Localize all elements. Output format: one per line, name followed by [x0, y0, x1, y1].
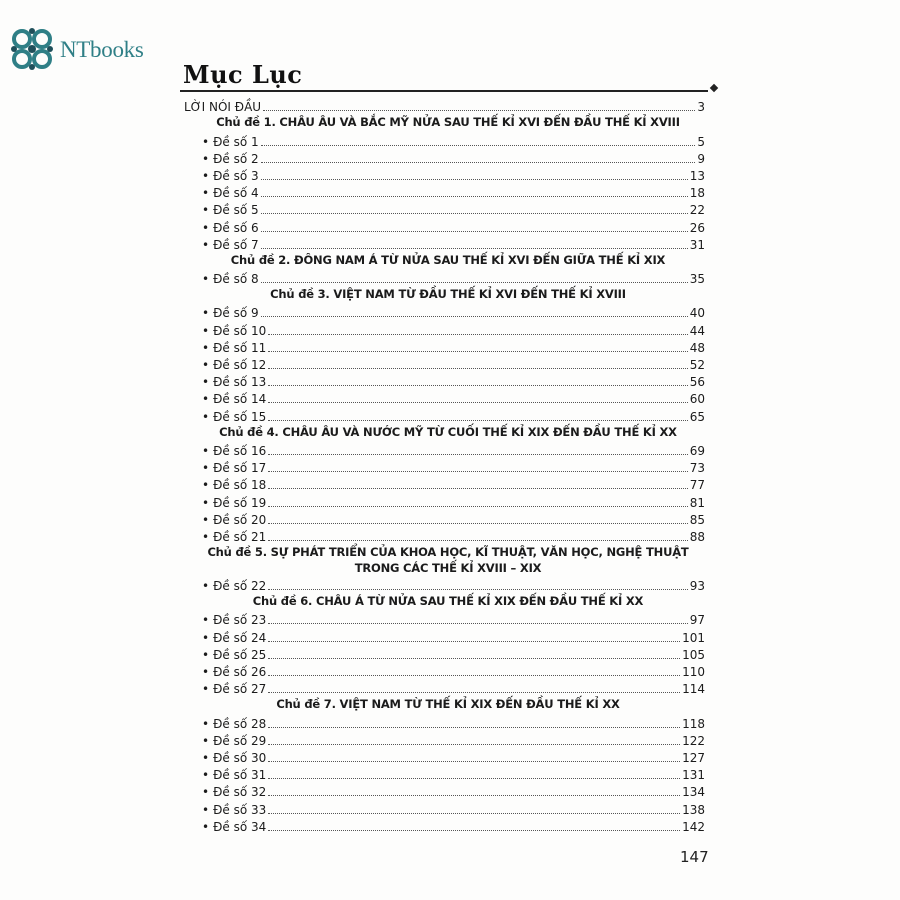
- toc-entry-page: 88: [689, 529, 705, 544]
- bullet-icon: •: [202, 340, 210, 355]
- section-heading-line: Chủ đề 3. VIỆT NAM TỪ ĐẦU THẾ KỈ XVI ĐẾN THẾ KỈ XVIII: [270, 287, 626, 302]
- bullet-icon: •: [202, 478, 210, 493]
- toc-entry-label: [202, 410, 266, 424]
- toc-entry-label: [202, 530, 266, 544]
- toc-entry-page: 85: [689, 512, 705, 527]
- toc-entry-page: 26: [689, 220, 705, 235]
- bullet-icon: •: [202, 443, 210, 458]
- toc-entry-page: 81: [689, 495, 705, 510]
- toc-entry-page: 122: [682, 733, 705, 748]
- bullet-icon: •: [202, 237, 210, 252]
- bullet-icon: •: [202, 151, 210, 166]
- toc-entry-label: [202, 768, 266, 782]
- toc-entry-text: Đề số 4: [213, 186, 259, 201]
- toc-entry-text: Đề số 7: [213, 237, 259, 252]
- toc-entry: [183, 406, 713, 423]
- toc-entry-text: Đề số 16: [213, 443, 267, 458]
- toc-entry-page: 56: [689, 375, 705, 390]
- dot-leader: [268, 830, 680, 831]
- dot-leader: [268, 402, 687, 403]
- dot-leader: [268, 744, 680, 745]
- dot-leader: [268, 334, 687, 335]
- toc-entry: [183, 610, 713, 627]
- toc-entry-label: [202, 152, 259, 166]
- bullet-icon: •: [202, 750, 210, 765]
- toc-entry-text: Đề số 33: [213, 802, 267, 817]
- toc-entry-text: Đề số 19: [213, 495, 267, 510]
- toc-entry-page: 35: [689, 272, 705, 287]
- bullet-icon: •: [202, 409, 210, 424]
- toc-entry-label: [202, 461, 266, 475]
- toc-entry-text: Đề số 22: [213, 579, 267, 594]
- toc-entry-page: 105: [682, 647, 705, 662]
- toc-entry: [183, 303, 713, 320]
- dot-leader: [268, 488, 687, 489]
- toc-entry-label: [202, 135, 259, 149]
- toc-entry-label: [202, 238, 259, 252]
- dot-leader: [268, 813, 680, 814]
- section-heading: [183, 252, 713, 269]
- toc-entry: [183, 217, 713, 234]
- toc-entry-page: 5: [697, 134, 705, 149]
- dot-leader: [261, 145, 696, 146]
- dot-leader: [268, 506, 687, 507]
- section-heading: [183, 424, 713, 441]
- bullet-icon: •: [202, 733, 210, 748]
- toc-entry: [183, 510, 713, 527]
- title-diamond-ornament: [710, 84, 718, 92]
- toc-sections: [183, 114, 713, 834]
- toc-entry-page: 138: [682, 802, 705, 817]
- section-heading-line: Chủ đề 5. SỰ PHÁT TRIỂN CỦA KHOA HỌC, KĨ THUẬT, VĂN HỌC, NGHỆ THUẬT: [207, 544, 689, 559]
- toc-entry: [183, 492, 713, 509]
- toc-entry-page: 13: [689, 168, 705, 183]
- dot-leader: [268, 420, 687, 421]
- bullet-icon: •: [202, 682, 210, 697]
- toc-entry-label: [202, 631, 266, 645]
- toc-entry-label: [202, 306, 259, 320]
- bullet-icon: •: [202, 716, 210, 731]
- toc-entry-text: Đề số 2: [213, 151, 259, 166]
- toc-entry-page: 9: [697, 151, 705, 166]
- toc-entry-label: [202, 820, 266, 834]
- bullet-icon: •: [202, 529, 210, 544]
- toc-entry-label: [202, 341, 266, 355]
- page-number: 147: [680, 848, 709, 866]
- toc-entry-label: [202, 751, 266, 765]
- toc-entry-label: [202, 444, 266, 458]
- toc-entry-page: 93: [689, 579, 705, 594]
- dot-leader: [261, 316, 688, 317]
- toc-entry: [183, 131, 713, 148]
- toc-entry-label: [202, 785, 266, 799]
- toc-entry: [183, 235, 713, 252]
- dot-leader: [261, 231, 688, 232]
- toc-entry: [183, 166, 713, 183]
- toc-entry-page: 97: [689, 613, 705, 628]
- section-heading-line: Chủ đề 1. CHÂU ÂU VÀ BẮC MỸ NỬA SAU THẾ KỈ XVI ĐẾN ĐẦU THẾ KỈ XVIII: [216, 115, 680, 130]
- toc-entry-label: [202, 579, 266, 593]
- dot-leader: [261, 196, 688, 197]
- toc-entry: [183, 527, 713, 544]
- bullet-icon: •: [202, 203, 210, 218]
- toc-entry-text: Đề số 10: [213, 323, 267, 338]
- toc-entry-label: [202, 717, 266, 731]
- dot-leader: [268, 623, 687, 624]
- bullet-icon: •: [202, 375, 210, 390]
- bullet-icon: •: [202, 512, 210, 527]
- section-heading-line: Chủ đề 7. VIỆT NAM TỪ THẾ KỈ XIX ĐẾN ĐẦU THẾ KỈ XX: [276, 697, 620, 712]
- toc-entry-text: Đề số 21: [213, 529, 267, 544]
- toc-entry: [183, 576, 713, 593]
- bullet-icon: •: [202, 495, 210, 510]
- toc-entry: [183, 149, 713, 166]
- dot-leader: [268, 368, 687, 369]
- toc-entry-text: Đề số 12: [213, 358, 267, 372]
- toc-entry: [183, 338, 713, 355]
- toc-entry-label: [202, 203, 259, 217]
- toc-entry-label: [202, 186, 259, 200]
- dot-leader: [268, 778, 680, 779]
- toc-entry: [183, 183, 713, 200]
- toc-intro-row: [183, 97, 713, 114]
- toc-entry: [183, 799, 713, 816]
- bullet-icon: •: [202, 272, 210, 287]
- dot-leader: [268, 727, 680, 728]
- toc-entry-label: [202, 169, 259, 183]
- toc-entry-label: [202, 734, 266, 748]
- dot-leader: [261, 282, 688, 283]
- toc-entry-label: [202, 478, 266, 492]
- toc-entry: [183, 748, 713, 765]
- bullet-icon: •: [202, 358, 210, 372]
- toc-entry-label: [202, 682, 266, 696]
- toc-entry-label: [202, 358, 266, 372]
- bullet-icon: •: [202, 186, 210, 201]
- bullet-icon: •: [202, 802, 210, 817]
- toc-entry-text: Đề số 20: [213, 512, 267, 527]
- toc-entry-label: [202, 221, 259, 235]
- bullet-icon: •: [202, 306, 210, 321]
- toc-entry-text: Đề số 9: [213, 306, 259, 321]
- bullet-icon: •: [202, 819, 210, 834]
- toc-entry-text: Đề số 1: [213, 134, 259, 149]
- dot-leader: [268, 523, 687, 524]
- bullet-icon: •: [202, 134, 210, 149]
- toc-entry-label: [202, 513, 266, 527]
- toc-entry: [183, 627, 713, 644]
- dot-leader: [261, 213, 688, 214]
- toc-entry-text: Đề số 30: [213, 750, 267, 765]
- toc-entry: [183, 269, 713, 286]
- toc-entry-label: [202, 665, 266, 679]
- toc-entry: [183, 320, 713, 337]
- dot-leader: [268, 675, 680, 676]
- dot-leader: [261, 179, 688, 180]
- section-heading: [183, 696, 713, 713]
- toc-entry-page: 18: [689, 186, 705, 201]
- bullet-icon: •: [202, 785, 210, 800]
- dot-leader: [268, 761, 680, 762]
- toc-entry-text: Đề số 25: [213, 647, 267, 662]
- section-heading-line: Chủ đề 4. CHÂU ÂU VÀ NƯỚC MỸ TỪ CUỐI THẾ KỈ XIX ĐẾN ĐẦU THẾ KỈ XX: [219, 424, 677, 439]
- toc-entry-page: 22: [689, 203, 705, 218]
- bullet-icon: •: [202, 220, 210, 235]
- bullet-icon: •: [202, 579, 210, 594]
- dot-leader: [268, 385, 687, 386]
- toc-entry-text: Đề số 11: [213, 340, 267, 355]
- bullet-icon: •: [202, 647, 210, 662]
- toc-entry-label: [202, 272, 259, 286]
- toc-entry-label: [202, 803, 266, 817]
- toc-entry-page: 65: [689, 409, 705, 424]
- toc-entry-text: Đề số 26: [213, 665, 267, 679]
- dot-leader: [268, 641, 680, 642]
- toc-entry-page: 73: [689, 461, 705, 476]
- dot-leader: [268, 454, 687, 455]
- toc-entry-text: Đề số 28: [213, 716, 267, 731]
- bullet-icon: •: [202, 323, 210, 338]
- toc-entry-page: 77: [689, 478, 705, 493]
- dot-leader: [261, 248, 688, 249]
- toc-entry-text: Đề số 31: [213, 768, 267, 783]
- dot-leader: [268, 692, 680, 693]
- toc-entry-text: Đề số 6: [213, 220, 259, 235]
- dot-leader: [261, 162, 696, 163]
- title-underline: [180, 90, 708, 92]
- toc-entry: [183, 355, 713, 372]
- toc-entry: [183, 713, 713, 730]
- toc-entry: [183, 765, 713, 782]
- toc-entry-page: 52: [689, 358, 705, 372]
- page-title: Mục Lục: [183, 60, 303, 89]
- toc-entry: [183, 731, 713, 748]
- toc-entry-label: [202, 324, 266, 338]
- toc-entry-page: 114: [682, 682, 705, 697]
- bullet-icon: •: [202, 665, 210, 679]
- toc-entry-text: Đề số 8: [213, 272, 259, 287]
- bullet-icon: •: [202, 168, 210, 183]
- bullet-icon: •: [202, 630, 210, 645]
- toc-entry-text: Đề số 15: [213, 409, 267, 424]
- toc-entry-page: 134: [682, 785, 705, 800]
- dot-leader: [268, 589, 687, 590]
- toc-entry-page: 44: [689, 323, 705, 338]
- bullet-icon: •: [202, 768, 210, 783]
- table-of-contents: [183, 97, 713, 834]
- ntbooks-logo: [8, 26, 144, 74]
- toc-entry-label: [202, 496, 266, 510]
- toc-entry-text: Đề số 18: [213, 478, 267, 493]
- toc-entry-text: Đề số 3: [213, 168, 259, 183]
- toc-entry-page: 40: [689, 306, 705, 321]
- dot-leader: [268, 795, 680, 796]
- toc-entry-label: [202, 648, 266, 662]
- toc-entry-text: Đề số 32: [213, 785, 267, 800]
- toc-entry: [183, 458, 713, 475]
- toc-intro-page: 3: [697, 100, 705, 115]
- toc-entry-label: [202, 613, 266, 627]
- dot-leader: [268, 540, 687, 541]
- knot-logo-icon: [8, 26, 58, 74]
- toc-entry-page: 60: [689, 392, 705, 407]
- section-heading: [183, 286, 713, 303]
- toc-entry: [183, 817, 713, 834]
- toc-entry-text: Đề số 27: [213, 682, 267, 697]
- toc-entry-text: Đề số 14: [213, 392, 267, 407]
- toc-entry-text: Đề số 34: [213, 819, 267, 834]
- dot-leader: [268, 351, 687, 352]
- toc-entry-text: Đề số 17: [213, 461, 267, 476]
- toc-intro-label: LỜI NÓI ĐẦU: [184, 100, 262, 115]
- toc-entry: [183, 679, 713, 696]
- toc-entry-label: [202, 392, 266, 406]
- toc-entry-page: 142: [682, 819, 705, 834]
- toc-entry-page: 127: [682, 750, 705, 765]
- toc-entry-page: 48: [689, 340, 705, 355]
- dot-leader: [268, 471, 687, 472]
- toc-entry-page: 118: [682, 716, 705, 731]
- toc-entry-label: [202, 375, 266, 389]
- bullet-icon: •: [202, 613, 210, 628]
- toc-entry: [183, 782, 713, 799]
- toc-entry: [183, 645, 713, 662]
- toc-entry-page: 69: [689, 443, 705, 458]
- toc-entry: [183, 389, 713, 406]
- toc-entry: [183, 372, 713, 389]
- toc-entry: [183, 441, 713, 458]
- section-heading-line: TRONG CÁC THẾ KỈ XVIII – XIX: [354, 560, 542, 575]
- section-heading-line: Chủ đề 2. ĐÔNG NAM Á TỪ NỬA SAU THẾ KỈ XVI ĐẾN GIỮA THẾ KỈ XIX: [230, 252, 666, 267]
- toc-entry: [183, 200, 713, 217]
- section-heading-line: Chủ đề 6. CHÂU Á TỪ NỬA SAU THẾ KỈ XIX ĐẾN ĐẦU THẾ KỈ XX: [252, 594, 644, 609]
- toc-entry: [183, 475, 713, 492]
- dot-leader: [268, 658, 680, 659]
- section-heading: [183, 593, 713, 610]
- section-heading: [183, 114, 713, 131]
- bullet-icon: •: [202, 461, 210, 476]
- toc-entry-page: 110: [682, 665, 705, 679]
- dot-leader: [263, 110, 695, 111]
- toc-entry-text: Đề số 29: [213, 733, 267, 748]
- brand-name: NTbooks: [60, 37, 144, 62]
- toc-entry-text: Đề số 24: [213, 630, 267, 645]
- toc-entry-text: Đề số 5: [213, 203, 259, 218]
- toc-entry-page: 31: [689, 237, 705, 252]
- toc-entry-page: 101: [682, 630, 705, 645]
- toc-entry-text: Đề số 23: [213, 613, 267, 628]
- toc-entry: [183, 662, 713, 679]
- bullet-icon: •: [202, 392, 210, 407]
- toc-entry-page: 131: [682, 768, 705, 783]
- toc-entry-text: Đề số 13: [213, 375, 267, 390]
- section-heading: [183, 544, 713, 576]
